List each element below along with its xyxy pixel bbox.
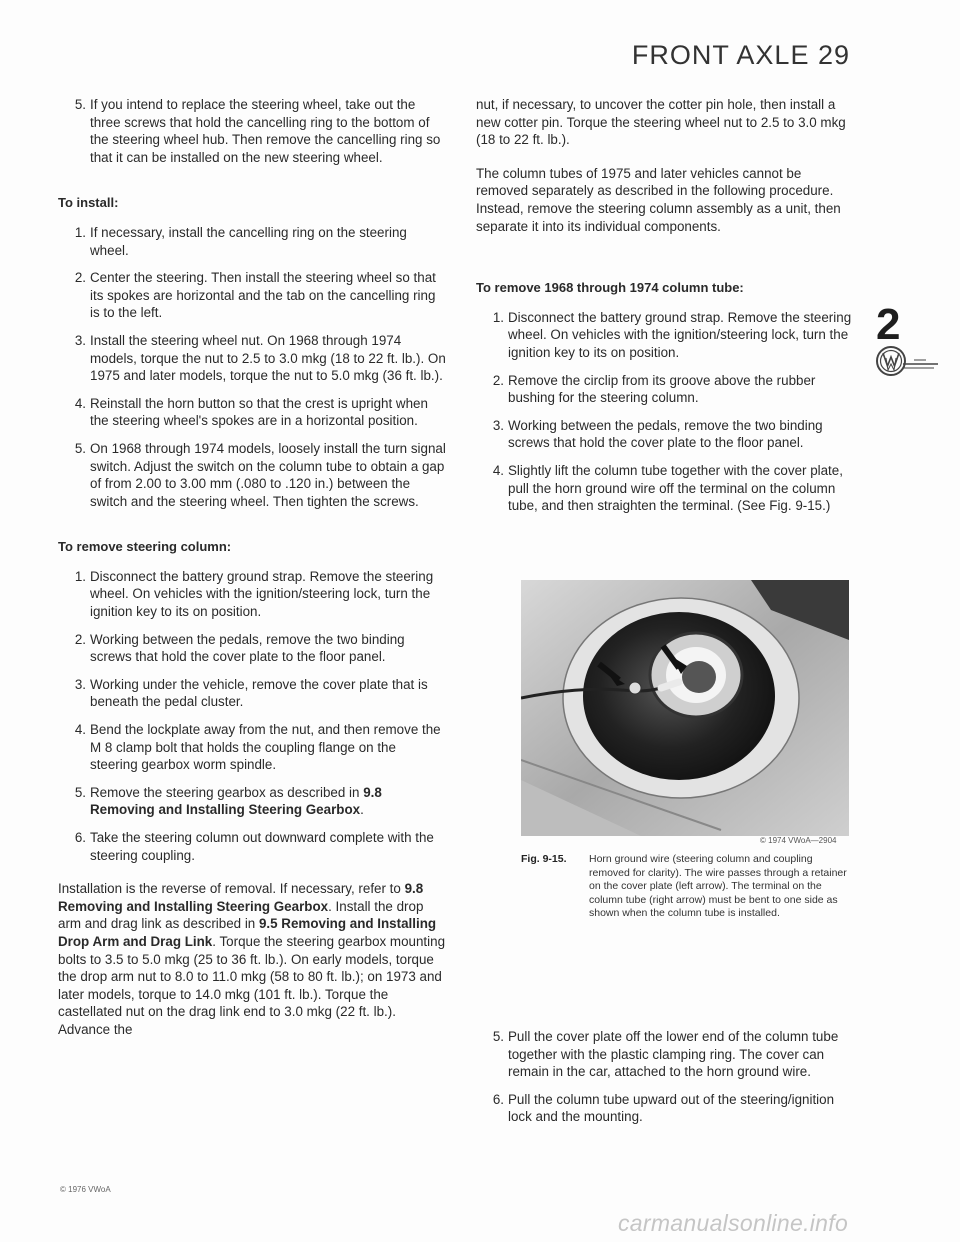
step-number: 2. [74, 631, 86, 647]
list-item [58, 395, 446, 430]
step-text: Slightly lift the column tube together with the cover plate, pull the horn ground wire off the terminal on the column tube, and then straighten the terminal. (See Fig. 9-15.) [508, 462, 843, 514]
column-tubes-paragraph: The column tubes of 1975 and later vehicles cannot be removed separately as described in the following procedure. Instead, remove the steering column assembly as a unit, then separate it into its individual components. [476, 165, 841, 234]
copyright-credit: © 1976 VWoA [60, 1185, 111, 1194]
list-item [58, 784, 446, 819]
step-number: 2. [492, 372, 504, 388]
list-item [58, 440, 446, 510]
installation-paragraph [58, 880, 446, 1038]
step-text: Install the steering wheel nut. On 1968 through 1974 models, torque the nut to 2.5 to 3.0 mkg (18 to 22 ft. lb.). On 1975 and later models, torque the nut to 5.0 mkg (36 ft. lb.). [90, 332, 446, 384]
right-column-lower [476, 1028, 852, 1136]
step-number: 2. [74, 270, 86, 286]
list-item [476, 372, 852, 407]
vw-logo-icon [874, 344, 940, 385]
list-item [58, 829, 446, 864]
tube-steps-list [476, 309, 852, 515]
para-text: . Torque the steering gearbox mounting bolts to 3.5 to 5.0 mkg (25 to 36 ft. lb.). On early models, torque the drop arm nut to 8.0 to 11.0 mkg (58 to 80 ft. lb.); on 1973 and later models, torque to 14.0 mkg (101 ft. lb.). Torque the castellated nut on the drag link end to 3.0 mkg (22 ft. lb.). Advance the [58, 933, 446, 1037]
step-number: 5. [74, 97, 86, 112]
step-text: Pull the column tube upward out of the steering/ignition lock and the mounting. [508, 1091, 835, 1125]
page-header: FRONT AXLE 29 [631, 40, 850, 70]
caption-text: Horn ground wire (steering column and coupling removed for clarity). The wire passes through a retainer on the cover plate (left arrow). The terminal on the column tube (right arrow) must be bent to one side as shown when the column tube is installed. [589, 853, 847, 920]
list-item [58, 568, 446, 621]
figure-horn-ground-wire [521, 580, 849, 836]
step-text: On 1968 through 1974 models, loosely install the turn signal switch. Adjust the switch on the column tube to obtain a gap of from 2.00 to 3.00 mm (.080 to .120 in.) between the switch and the steering wheel. Then tighten the screws. [90, 440, 446, 509]
remove-steps-list [58, 568, 446, 864]
list-item [58, 96, 446, 166]
step-text: Center the steering. Then install the steering wheel so that its spokes are horizontal and the tab on the cancelling ring is to the left. [90, 270, 436, 321]
list-item [476, 1091, 852, 1126]
step-number: 1. [492, 309, 504, 325]
step-text: Remove the circlip from its groove above the rubber bushing for the steering column. [508, 372, 816, 406]
step-text: Pull the cover plate off the lower end of the column tube together with the plastic clamping ring. The cover can remain in the car, attached to the horn ground wire. [508, 1029, 839, 1080]
step-text: Bend the lockplate away from the nut, and then remove the M 8 clamp bolt that holds the coupling flange on the steering gearbox worm spindle. [90, 722, 441, 773]
list-item [58, 224, 446, 259]
cross-reference: 9.5 Removing and Installing Drop Arm and Drag Link [58, 916, 437, 949]
step-number: 5. [492, 1029, 504, 1044]
step-number: 3. [74, 676, 86, 692]
step-number: 5. [74, 440, 86, 456]
step-text: Working between the pedals, remove the two binding screws that hold the cover plate to the floor panel. [508, 417, 823, 451]
step-text-part: Remove the steering gearbox as described in [90, 784, 364, 800]
list-item [58, 676, 446, 711]
step-text: If necessary, install the cancelling ring on the steering wheel. [90, 224, 407, 258]
step-text: Disconnect the battery ground strap. Remove the steering wheel. On vehicles with the ignition/steering lock, turn the ignition key to its on position. [508, 309, 852, 360]
remove-tube-heading: To remove 1968 through 1974 column tube: [476, 280, 744, 296]
step-text: Reinstall the horn button so that the crest is upright when the steering wheel's spokes are in a horizontal position. [90, 395, 428, 429]
para-text: Installation is the reverse of removal. If necessary, refer to [58, 881, 405, 897]
step-number: 3. [492, 417, 504, 433]
step-text: Take the steering column out downward complete with the steering coupling. [90, 830, 434, 863]
step-number: 4. [74, 722, 86, 738]
step-text [90, 784, 446, 819]
install-heading: To install: [58, 195, 119, 211]
tube-steps-list-2 [476, 1028, 852, 1126]
step-text: Working under the vehicle, remove the cover plate that is beneath the pedal cluster. [90, 676, 428, 710]
step-number: 1. [74, 224, 86, 240]
list-item [476, 417, 852, 452]
step-text: Disconnect the battery ground strap. Remove the steering wheel. On vehicles with the ignition/steering lock, turn the ignition key to its on position. [90, 568, 434, 620]
step-text: Working between the pedals, remove the two binding screws that hold the cover plate to the floor panel. [90, 631, 405, 665]
step-number: 1. [74, 568, 86, 584]
list-item [476, 462, 852, 515]
watermark: carmanualsonline.info [618, 1210, 849, 1236]
step-number: 4. [74, 395, 86, 411]
list-item [58, 631, 446, 666]
list-item [58, 721, 446, 774]
figure-credit: © 1974 VWoA—2904 [760, 836, 837, 845]
left-column [58, 96, 446, 1049]
cross-reference: 9.8 Removing and Installing Steering Gearbox [58, 881, 424, 914]
list-item [58, 332, 446, 385]
step-number: 3. [74, 332, 86, 348]
install-steps-list [58, 224, 446, 510]
step-text-part: . [360, 802, 364, 818]
step-number: 4. [492, 462, 504, 478]
section-tab-number: 2 [876, 300, 901, 349]
continuation-paragraph: nut, if necessary, to uncover the cotter pin hole, then install a new cotter pin. Torque the steering wheel nut to 2.5 to 3.0 mkg (18 to 22 ft. lb.). [476, 97, 846, 148]
list-item [58, 269, 446, 322]
step-number: 6. [74, 830, 86, 845]
remove-column-heading: To remove steering column: [58, 539, 232, 555]
step-number: 6. [492, 1091, 504, 1107]
caption-label: Fig. 9-15. [521, 853, 567, 865]
para-text: . Install the drop arm and drag link as described in [58, 898, 424, 932]
step-text: If you intend to replace the steering wheel, take out the three screws that hold the cancelling ring to the bottom of the steering wheel hub. Then remove the cancelling ring so that it can be installed on the new steering wheel. [90, 97, 441, 165]
right-column [476, 96, 852, 525]
list-item [476, 1028, 852, 1081]
step-number: 5. [74, 784, 86, 800]
cross-reference: 9.8 Removing and Installing Steering Gearbox [90, 784, 382, 818]
figure-caption [521, 853, 853, 921]
list-item [476, 309, 852, 362]
